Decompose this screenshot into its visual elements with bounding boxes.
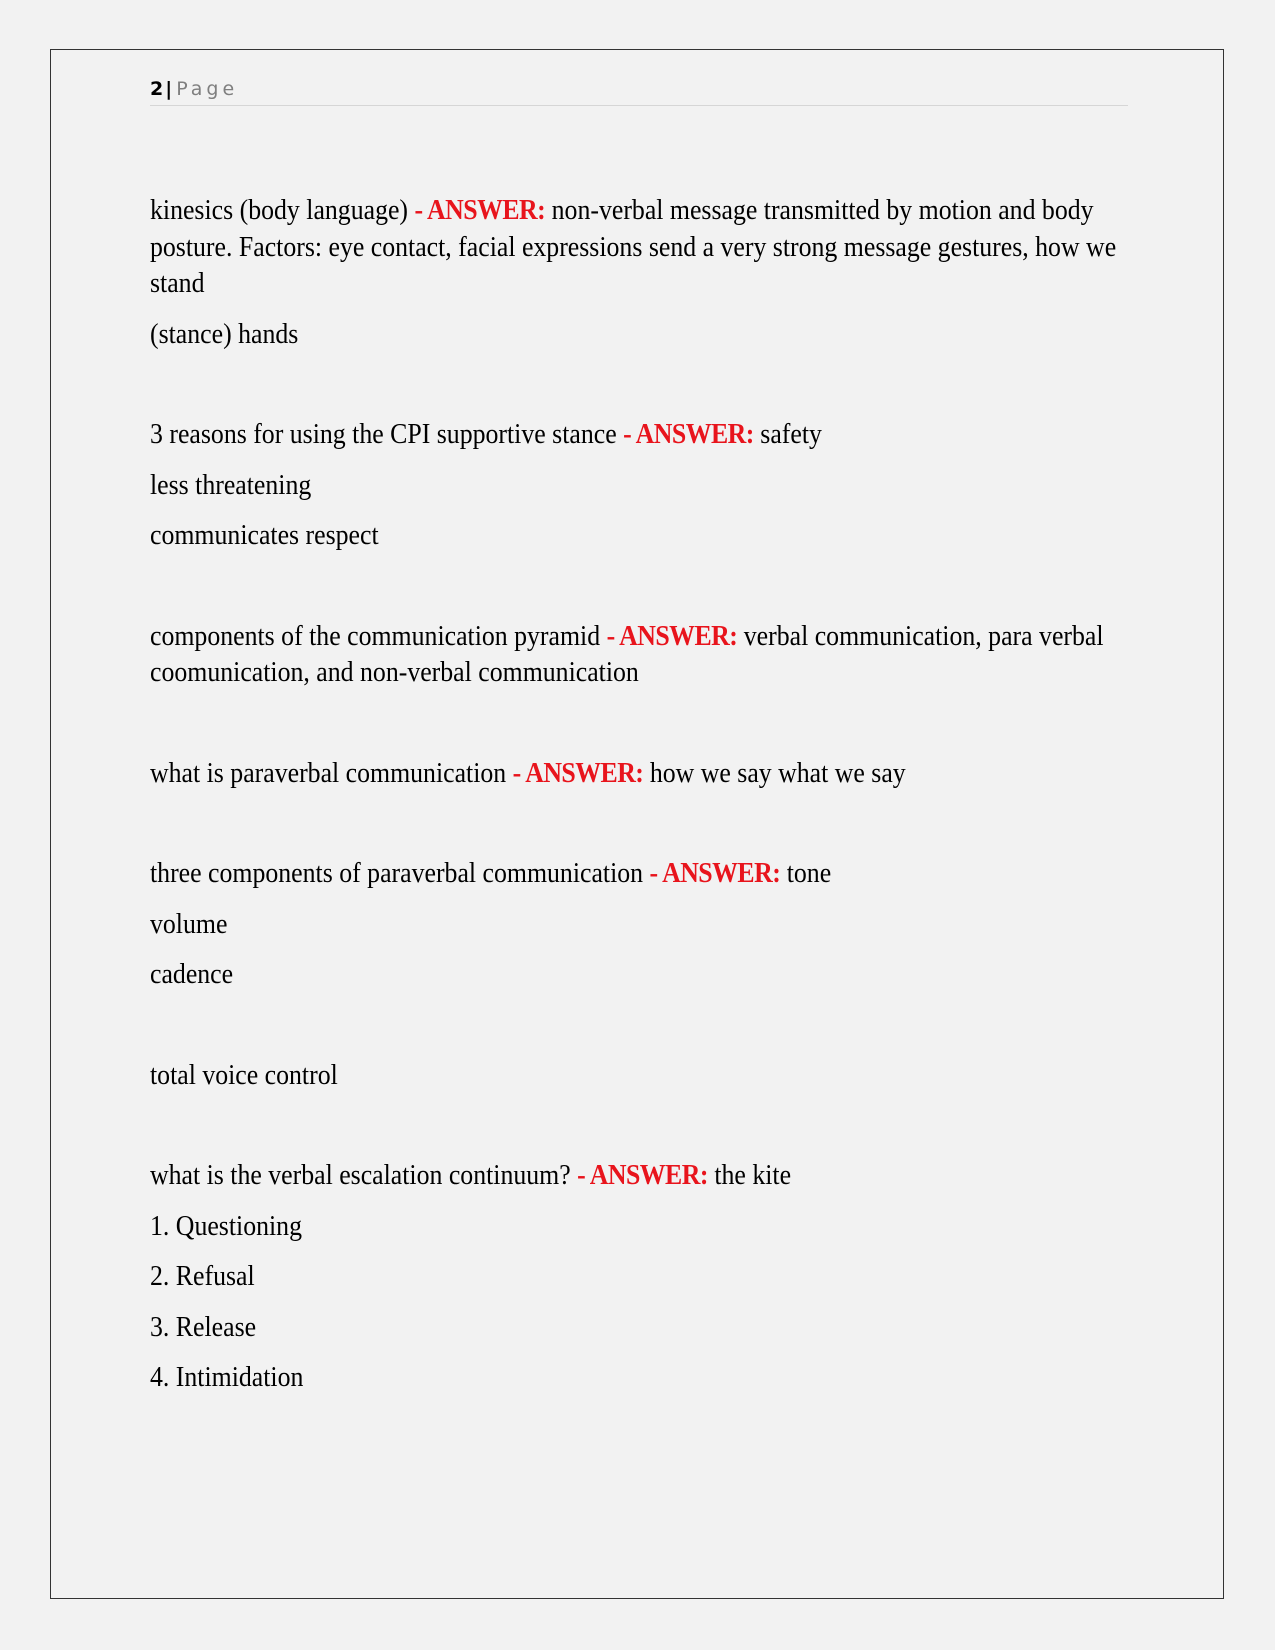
question-text: components of the communication pyramid <box>150 619 601 652</box>
qa-paraverbal <box>150 755 1128 792</box>
list-item: 2. Refusal <box>150 1260 255 1292</box>
qa-continuum <box>150 1157 1128 1194</box>
list-item: 1. Questioning <box>150 1209 302 1242</box>
page-separator: | <box>165 78 173 100</box>
answer-extra-line: total voice control <box>150 1058 338 1091</box>
answer-text: the kite <box>714 1159 792 1191</box>
qa-stance <box>150 416 1128 453</box>
page-header <box>150 74 1128 106</box>
answer-text: tone <box>786 857 832 889</box>
question-text: what is the verbal escalation continuum? <box>150 1159 571 1191</box>
answer-marker: - ANSWER: <box>623 418 754 450</box>
answer-marker: - ANSWER: <box>606 619 738 652</box>
answer-text: safety <box>760 418 822 450</box>
page-word: Page <box>176 78 239 100</box>
answer-extra-line: communicates respect <box>150 519 379 551</box>
qa-pyramid <box>150 618 1128 691</box>
qa-kinesics <box>150 192 1128 302</box>
answer-extra-line: cadence <box>150 958 234 990</box>
question-text: what is paraverbal communication <box>150 756 507 789</box>
answer-text: how we say what we say <box>649 756 906 789</box>
answer-extra-line: volume <box>150 907 228 940</box>
answer-extra-line: less threatening <box>150 468 312 501</box>
answer-text: verbal communication, para verbal coomunication, and non-verbal communication <box>150 619 1104 688</box>
answer-marker: - ANSWER: <box>512 756 644 789</box>
page-number: 2 <box>150 78 164 100</box>
answer-marker: - ANSWER: <box>649 857 781 889</box>
answer-marker: - ANSWER: <box>577 1159 708 1191</box>
question-text: three components of paraverbal communication <box>150 857 644 889</box>
list-item: 4. Intimidation <box>150 1361 304 1393</box>
question-text: 3 reasons for using the CPI supportive stance <box>150 418 617 450</box>
list-item: 3. Release <box>150 1310 257 1343</box>
qa-components <box>150 855 1128 892</box>
answer-marker: - ANSWER: <box>414 194 546 226</box>
answer-extra-line: (stance) hands <box>150 317 299 350</box>
question-text: kinesics (body language) <box>150 194 409 226</box>
document-body <box>150 194 1128 1396</box>
answer-text: non-verbal message transmitted by motion and body posture. Factors: eye contact, facial expressions send a very strong message gestures, how we stand <box>150 194 1117 299</box>
